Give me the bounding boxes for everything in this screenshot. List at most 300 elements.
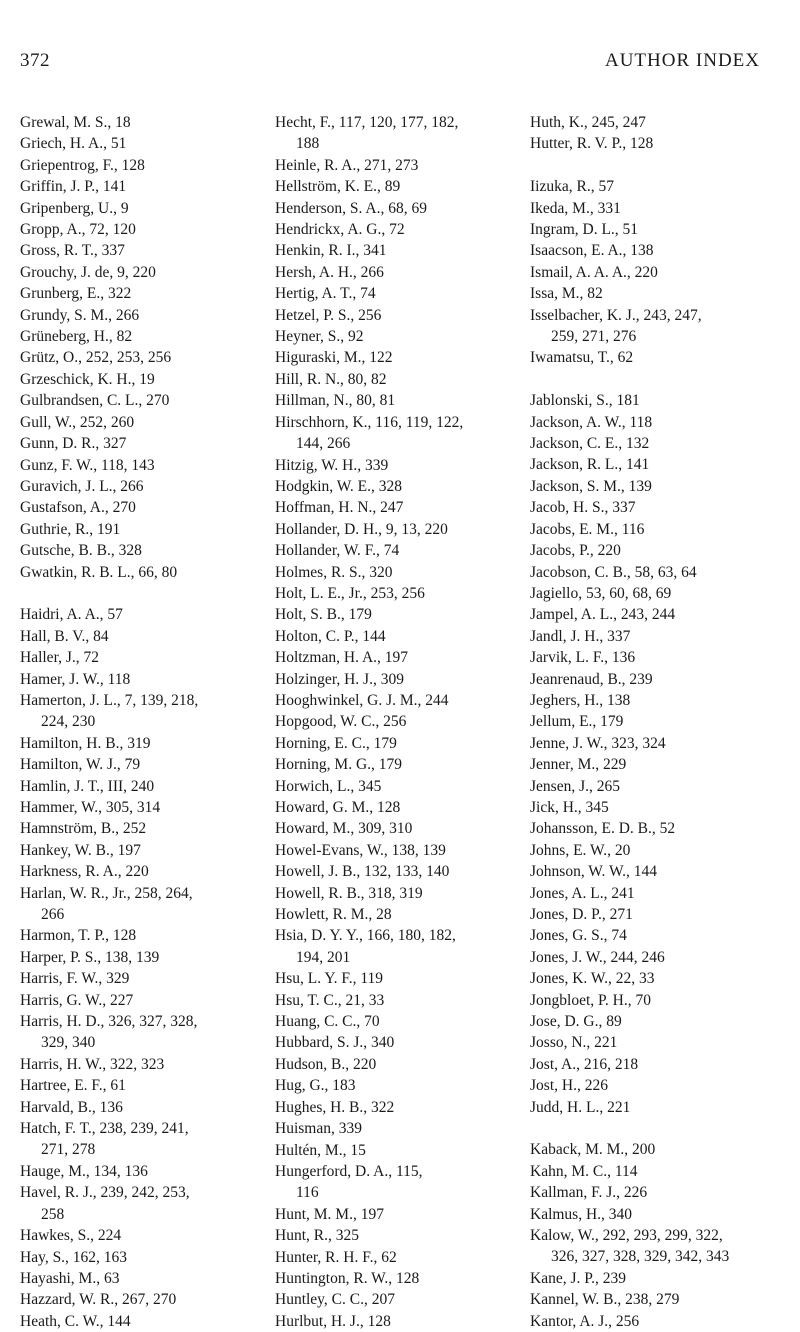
index-entry — [530, 1182, 780, 1203]
index-entry — [20, 1054, 270, 1075]
index-entry — [530, 947, 780, 968]
index-entry — [530, 1097, 780, 1118]
entry-continuation: 271, 278 — [41, 1141, 96, 1159]
entry-text: Henderson, S. A., 68, 69 — [275, 199, 427, 217]
index-entry — [20, 669, 270, 690]
entry-text: Guravich, J. L., 266 — [20, 477, 144, 495]
index-entry — [20, 647, 270, 668]
index-entry — [20, 968, 270, 989]
entry-text: Hetzel, P. S., 256 — [275, 306, 382, 324]
entry-text: Issa, M., 82 — [530, 285, 603, 303]
entry-text: Hirschhorn, K., 116, 119, 122, — [275, 413, 464, 431]
entry-text: Hamilton, H. B., 319 — [20, 734, 151, 752]
index-entry — [275, 583, 525, 604]
entry-text: Hsu, T. C., 21, 33 — [275, 991, 385, 1009]
index-entry — [530, 604, 780, 625]
index-entry — [20, 540, 270, 561]
entry-continuation: 259, 271, 276 — [551, 328, 637, 346]
entry-text: Jones, K. W., 22, 33 — [530, 970, 655, 988]
index-entry — [20, 947, 270, 968]
index-entry — [275, 519, 525, 540]
entry-continuation: 266 — [41, 906, 65, 924]
index-entry — [275, 1311, 525, 1332]
index-column-1 — [20, 112, 270, 1332]
index-entry — [530, 112, 780, 133]
index-entry — [275, 540, 525, 561]
index-entry — [20, 1075, 270, 1096]
index-entry — [530, 497, 780, 518]
entry-text: Jones, D. P., 271 — [530, 906, 633, 923]
entry-text: Harris, F. W., 329 — [20, 970, 130, 988]
entry-continuation: 258 — [41, 1205, 65, 1223]
entry-text: Harvald, B., 136 — [20, 1098, 123, 1116]
index-entry — [20, 1268, 270, 1289]
index-entry — [20, 776, 270, 797]
index-entry — [20, 562, 270, 583]
entry-text: Hopgood, W. C., 256 — [275, 713, 407, 731]
index-entry — [530, 219, 780, 240]
index-entry — [20, 390, 270, 411]
index-entry — [530, 711, 780, 732]
index-entry — [20, 604, 270, 625]
index-entry — [530, 754, 780, 775]
index-entry — [275, 219, 525, 240]
entry-text: Hellström, K. E., 89 — [275, 178, 401, 196]
index-entry — [275, 1225, 525, 1246]
entry-text: Hawkes, S., 224 — [20, 1227, 122, 1245]
index-entry — [20, 519, 270, 540]
index-entry — [20, 861, 270, 882]
entry-text: Hollander, W. F., 74 — [275, 542, 400, 560]
index-entry — [275, 925, 525, 968]
index-entry — [20, 754, 270, 775]
index-entry — [530, 476, 780, 497]
entry-text: Gustafson, A., 270 — [20, 499, 136, 517]
entry-continuation: 194, 201 — [296, 948, 351, 966]
index-entry — [530, 904, 780, 925]
entry-text: Gulbrandsen, C. L., 270 — [20, 392, 170, 410]
index-entry — [20, 240, 270, 261]
entry-text: Hill, R. N., 80, 82 — [275, 370, 387, 388]
entry-text: Jacob, H. S., 337 — [530, 499, 636, 517]
entry-text: Jacobs, P., 220 — [530, 542, 621, 560]
entry-text: Horning, M. G., 179 — [275, 756, 403, 774]
index-entry — [530, 347, 780, 368]
index-entry — [530, 540, 780, 561]
index-entry — [530, 562, 780, 583]
entry-text: Harmon, T. P., 128 — [20, 927, 137, 945]
index-entry — [530, 433, 780, 454]
entry-text: Holt, L. E., Jr., 253, 256 — [275, 584, 425, 602]
entry-text: Hughes, H. B., 322 — [275, 1098, 395, 1116]
entry-text: Harkness, R. A., 220 — [20, 863, 149, 881]
entry-text: Kahn, M. C., 114 — [530, 1162, 638, 1180]
index-entry — [20, 326, 270, 347]
index-entry — [530, 240, 780, 261]
index-entry — [275, 1140, 525, 1161]
entry-text: Hudson, B., 220 — [275, 1055, 377, 1073]
index-entry — [20, 133, 270, 154]
index-entry — [530, 776, 780, 797]
index-entry — [20, 1118, 270, 1161]
index-entry — [275, 904, 525, 925]
index-entry — [530, 412, 780, 433]
entry-text: Hubbard, S. J., 340 — [275, 1034, 395, 1052]
index-entry — [530, 733, 780, 754]
entry-text: Jackson, A. W., 118 — [530, 413, 653, 431]
entry-text: Gripenberg, U., 9 — [20, 199, 129, 217]
index-entry — [275, 112, 525, 155]
entry-text: Hamlin, J. T., III, 240 — [20, 777, 155, 795]
entry-text: Gropp, A., 72, 120 — [20, 221, 136, 239]
entry-text: Huth, K., 245, 247 — [530, 114, 646, 131]
entry-text: Kalmus, H., 340 — [530, 1205, 633, 1223]
entry-text: Havel, R. J., 239, 242, 253, — [20, 1184, 190, 1202]
entry-text: Jacobson, C. B., 58, 63, 64 — [530, 563, 697, 581]
index-entry — [275, 840, 525, 861]
index-entry — [275, 326, 525, 347]
letter-group-gap — [530, 155, 780, 176]
entry-text: Harris, G. W., 227 — [20, 991, 134, 1009]
entry-text: Jose, D. G., 89 — [530, 1013, 622, 1031]
entry-text: Huang, C. C., 70 — [275, 1013, 380, 1031]
index-entry — [530, 990, 780, 1011]
index-entry — [275, 455, 525, 476]
entry-text: Johns, E. W., 20 — [530, 841, 631, 859]
entry-text: Jagiello, 53, 60, 68, 69 — [530, 584, 672, 602]
index-entry — [20, 690, 270, 733]
index-column-2 — [275, 112, 525, 1332]
letter-group-gap — [530, 369, 780, 390]
entry-text: Hultén, M., 15 — [275, 1141, 366, 1159]
index-entry — [275, 818, 525, 839]
index-entry — [275, 347, 525, 368]
index-entry — [275, 797, 525, 818]
index-entry — [275, 690, 525, 711]
entry-text: Huntington, R. W., 128 — [275, 1269, 420, 1287]
entry-text: Hollander, D. H., 9, 13, 220 — [275, 520, 448, 538]
index-entry — [20, 198, 270, 219]
entry-text: Holt, S. B., 179 — [275, 606, 372, 624]
entry-text: Kantor, A. J., 256 — [530, 1312, 640, 1330]
index-entry — [530, 647, 780, 668]
entry-text: Jost, A., 216, 218 — [530, 1055, 639, 1073]
entry-text: Gunz, F. W., 118, 143 — [20, 456, 155, 474]
entry-text: Hamer, J. W., 118 — [20, 670, 131, 688]
index-entry — [20, 1225, 270, 1246]
index-entry — [20, 1247, 270, 1268]
index-entry — [275, 1011, 525, 1032]
index-entry — [530, 1011, 780, 1032]
entry-text: Howard, M., 309, 310 — [275, 820, 413, 838]
index-entry — [20, 626, 270, 647]
index-entry — [275, 412, 525, 455]
entry-continuation: 188 — [296, 135, 320, 153]
index-entry — [530, 133, 780, 154]
index-entry — [275, 711, 525, 732]
entry-text: Jackson, C. E., 132 — [530, 435, 650, 453]
entry-text: Guthrie, R., 191 — [20, 520, 121, 538]
entry-text: Hecht, F., 117, 120, 177, 182, — [275, 114, 459, 131]
index-entry — [275, 1075, 525, 1096]
index-entry — [20, 176, 270, 197]
index-entry — [20, 347, 270, 368]
index-entry — [530, 1204, 780, 1225]
entry-text: Holtzman, H. A., 197 — [275, 649, 409, 667]
index-entry — [530, 883, 780, 904]
entry-text: Grewal, M. S., 18 — [20, 114, 131, 131]
index-entry — [20, 455, 270, 476]
entry-text: Hamerton, J. L., 7, 139, 218, — [20, 691, 199, 709]
entry-continuation: 329, 340 — [41, 1034, 96, 1052]
entry-text: Howell, J. B., 132, 133, 140 — [275, 863, 450, 881]
entry-text: Ikeda, M., 331 — [530, 199, 621, 217]
index-entry — [275, 497, 525, 518]
entry-text: Jick, H., 345 — [530, 798, 609, 816]
entry-text: Judd, H. L., 221 — [530, 1098, 631, 1116]
index-entry — [530, 840, 780, 861]
index-entry — [530, 690, 780, 711]
index-entry — [275, 240, 525, 261]
entry-text: Henkin, R. I., 341 — [275, 242, 387, 260]
entry-text: Josso, N., 221 — [530, 1034, 618, 1052]
entry-text: Ingram, D. L., 51 — [530, 221, 639, 239]
index-entry — [530, 1289, 780, 1310]
index-entry — [530, 968, 780, 989]
index-entry — [530, 1139, 780, 1160]
entry-text: Hug, G., 183 — [275, 1077, 356, 1095]
entry-text: Higuraski, M., 122 — [275, 349, 393, 367]
entry-text: Johansson, E. D. B., 52 — [530, 820, 676, 838]
index-entry — [275, 1204, 525, 1225]
entry-text: Horwich, L., 345 — [275, 777, 382, 795]
entry-text: Hoffman, H. N., 247 — [275, 499, 404, 517]
entry-text: Kallman, F. J., 226 — [530, 1184, 648, 1202]
entry-text: Jones, G. S., 74 — [530, 927, 627, 945]
entry-continuation: 326, 327, 328, 329, 342, 343 — [551, 1248, 730, 1266]
index-entry — [530, 1032, 780, 1053]
entry-text: Hersh, A. H., 266 — [275, 263, 384, 281]
entry-text: Jones, A. L., 241 — [530, 884, 635, 902]
entry-text: Hendrickx, A. G., 72 — [275, 221, 405, 239]
entry-text: Jenner, M., 229 — [530, 756, 627, 774]
entry-text: Isaacson, E. A., 138 — [530, 242, 654, 260]
entry-text: Hammer, W., 305, 314 — [20, 798, 161, 816]
page-number: 372 — [20, 50, 50, 71]
index-entry — [530, 262, 780, 283]
index-entry — [275, 476, 525, 497]
index-entry — [20, 155, 270, 176]
entry-text: Grütz, O., 252, 253, 256 — [20, 349, 172, 367]
index-entry — [275, 604, 525, 625]
entry-text: Hsia, D. Y. Y., 166, 180, 182, — [275, 927, 456, 945]
index-entry — [20, 412, 270, 433]
entry-text: Jablonski, S., 181 — [530, 392, 640, 410]
index-entry — [530, 519, 780, 540]
entry-text: Jackson, R. L., 141 — [530, 456, 650, 474]
index-entry — [530, 1161, 780, 1182]
entry-text: Horning, E. C., 179 — [275, 734, 397, 752]
index-column-3 — [530, 112, 780, 1332]
entry-text: Ismail, A. A. A., 220 — [530, 263, 658, 281]
index-entry — [275, 390, 525, 411]
index-entry — [530, 198, 780, 219]
entry-continuation: 116 — [296, 1184, 319, 1202]
entry-text: Jenne, J. W., 323, 324 — [530, 734, 666, 752]
entry-text: Kannel, W. B., 238, 279 — [530, 1291, 680, 1309]
index-entry — [275, 733, 525, 754]
entry-text: Hurlbut, H. J., 128 — [275, 1312, 391, 1330]
letter-group-gap — [530, 1118, 780, 1139]
index-entry — [275, 1118, 525, 1139]
index-entry — [530, 390, 780, 411]
entry-text: Kaback, M. M., 200 — [530, 1141, 656, 1159]
entry-text: Grundy, S. M., 266 — [20, 306, 140, 324]
index-entry — [530, 1054, 780, 1075]
entry-text: Holton, C. P., 144 — [275, 627, 386, 645]
index-entry — [20, 818, 270, 839]
entry-text: Gunn, D. R., 327 — [20, 435, 127, 453]
index-entry — [275, 369, 525, 390]
index-entry — [20, 1011, 270, 1054]
entry-text: Harper, P. S., 138, 139 — [20, 948, 160, 966]
index-entry — [530, 1311, 780, 1332]
index-entry — [20, 305, 270, 326]
entry-text: Iwamatsu, T., 62 — [530, 349, 634, 367]
index-entry — [275, 1054, 525, 1075]
index-entry — [20, 219, 270, 240]
index-entry — [275, 883, 525, 904]
entry-text: Grunberg, E., 322 — [20, 285, 132, 303]
index-entry — [20, 990, 270, 1011]
index-entry — [20, 1311, 270, 1332]
entry-text: Howard, G. M., 128 — [275, 799, 401, 816]
entry-text: Kalow, W., 292, 293, 299, 322, — [530, 1227, 723, 1245]
index-entry — [275, 1097, 525, 1118]
entry-text: Hodgkin, W. E., 328 — [275, 477, 403, 495]
index-entry — [275, 861, 525, 882]
entry-text: Jeghers, H., 138 — [530, 691, 631, 709]
index-entry — [275, 626, 525, 647]
entry-text: Hartree, E. F., 61 — [20, 1077, 126, 1095]
entry-text: Jost, H., 226 — [530, 1077, 608, 1095]
index-entry — [20, 433, 270, 454]
index-entry — [275, 283, 525, 304]
entry-text: Holzinger, H. J., 309 — [275, 670, 404, 688]
entry-text: Hsu, L. Y. F., 119 — [275, 970, 383, 988]
index-entry — [530, 626, 780, 647]
index-entry — [275, 1289, 525, 1310]
index-entry — [530, 1225, 780, 1268]
entry-text: Jacobs, E. M., 116 — [530, 520, 645, 538]
entry-text: Hayashi, M., 63 — [20, 1269, 120, 1287]
entry-text: Hooghwinkel, G. J. M., 244 — [275, 691, 449, 709]
entry-text: Grüneberg, H., 82 — [20, 328, 133, 346]
entry-text: Hutter, R. V. P., 128 — [530, 135, 654, 153]
index-entry — [20, 797, 270, 818]
entry-text: Griech, H. A., 51 — [20, 135, 127, 153]
entry-text: Hay, S., 162, 163 — [20, 1248, 128, 1266]
entry-text: Huisman, 339 — [275, 1120, 362, 1138]
index-entry — [20, 883, 270, 926]
entry-text: Hazzard, W. R., 267, 270 — [20, 1291, 177, 1309]
entry-text: Jongbloet, P. H., 70 — [530, 991, 651, 1009]
index-entry — [530, 861, 780, 882]
index-entry — [275, 1032, 525, 1053]
letter-group-gap — [20, 583, 270, 604]
index-entry — [530, 925, 780, 946]
entry-text: Hungerford, D. A., 115, — [275, 1162, 423, 1180]
index-entry — [20, 840, 270, 861]
entry-text: Jackson, S. M., 139 — [530, 477, 652, 495]
entry-continuation: 224, 230 — [41, 713, 96, 731]
entry-text: Howel-Evans, W., 138, 139 — [275, 841, 446, 859]
entry-text: Hamilton, W. J., 79 — [20, 756, 141, 774]
entry-text: Jensen, J., 265 — [530, 777, 620, 795]
index-entry — [530, 454, 780, 475]
entry-text: Jellum, E., 179 — [530, 713, 624, 731]
index-entry — [275, 754, 525, 775]
index-entry — [275, 647, 525, 668]
entry-text: Haller, J., 72 — [20, 649, 100, 667]
index-entry — [275, 262, 525, 283]
index-entry — [20, 476, 270, 497]
index-entry — [530, 818, 780, 839]
entry-text: Hankey, W. B., 197 — [20, 841, 141, 859]
running-title: AUTHOR INDEX — [604, 50, 760, 71]
index-entry — [20, 112, 270, 133]
index-entry — [20, 283, 270, 304]
entry-text: Griffin, J. P., 141 — [20, 178, 127, 196]
page-header — [20, 50, 760, 80]
index-entry — [530, 305, 780, 348]
entry-text: Holmes, R. S., 320 — [275, 563, 393, 581]
entry-text: Johnson, W. W., 144 — [530, 863, 658, 881]
entry-text: Heath, C. W., 144 — [20, 1312, 131, 1330]
index-entry — [20, 1161, 270, 1182]
entry-text: Gwatkin, R. B. L., 66, 80 — [20, 563, 178, 581]
entry-text: Heyner, S., 92 — [275, 328, 364, 346]
entry-text: Howlett, R. M., 28 — [275, 906, 392, 924]
entry-text: Hunt, M. M., 197 — [275, 1205, 384, 1223]
entry-text: Harlan, W. R., Jr., 258, 264, — [20, 884, 193, 902]
index-entry — [275, 990, 525, 1011]
entry-text: Jeanrenaud, B., 239 — [530, 670, 653, 688]
entry-text: Grouchy, J. de, 9, 220 — [20, 263, 156, 281]
index-entry — [530, 1268, 780, 1289]
entry-text: Gross, R. T., 337 — [20, 242, 125, 260]
entry-text: Iizuka, R., 57 — [530, 178, 614, 196]
entry-text: Jones, J. W., 244, 246 — [530, 948, 665, 966]
entry-text: Hitzig, W. H., 339 — [275, 456, 389, 474]
index-entry — [275, 155, 525, 176]
index-entry — [530, 176, 780, 197]
entry-text: Jampel, A. L., 243, 244 — [530, 606, 676, 624]
entry-text: Hall, B. V., 84 — [20, 627, 109, 645]
index-entry — [275, 562, 525, 583]
index-entry — [530, 583, 780, 604]
index-entry — [20, 1289, 270, 1310]
entry-text: Hunt, R., 325 — [275, 1227, 359, 1245]
entry-text: Gull, W., 252, 260 — [20, 413, 135, 431]
index-entry — [275, 198, 525, 219]
entry-text: Kane, J. P., 239 — [530, 1269, 627, 1287]
entry-text: Hunter, R. H. F., 62 — [275, 1248, 397, 1266]
index-entry — [275, 176, 525, 197]
entry-text: Heinle, R. A., 271, 273 — [275, 156, 419, 174]
index-entry — [530, 669, 780, 690]
entry-text: Gutsche, B. B., 328 — [20, 542, 142, 560]
